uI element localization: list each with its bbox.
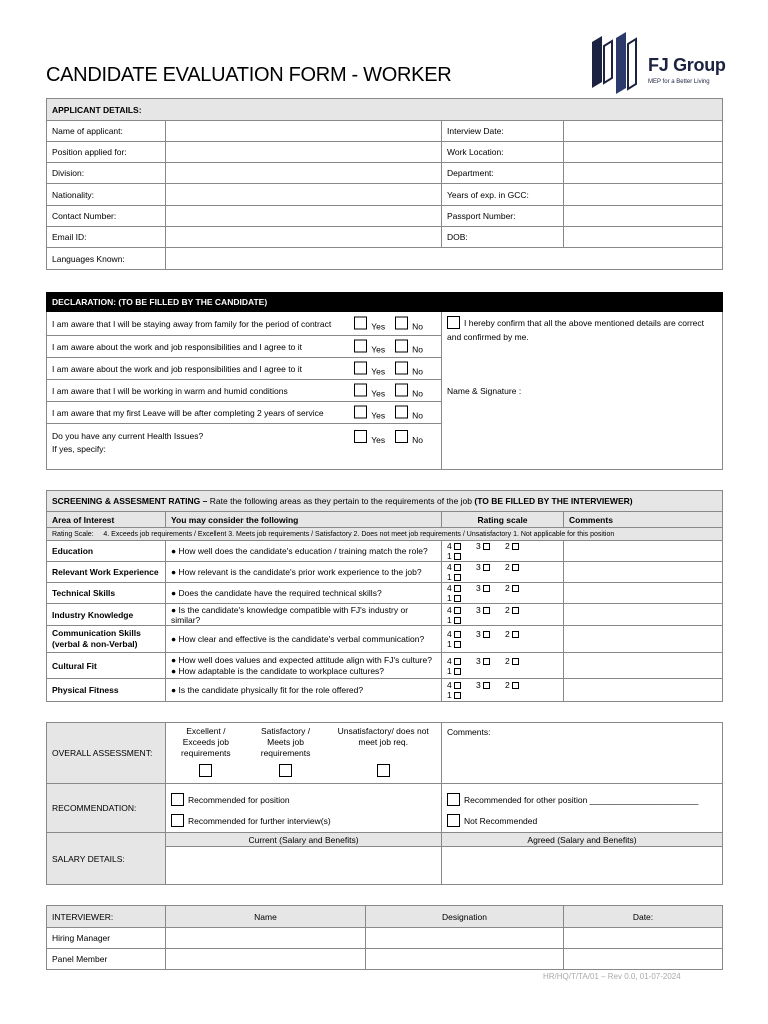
no-checkbox[interactable]: [395, 430, 408, 443]
name-field[interactable]: [166, 121, 442, 142]
no-label: No: [412, 321, 423, 331]
area-label: Education: [47, 541, 166, 562]
fj-logo-mark-icon: [588, 32, 640, 98]
no-checkbox[interactable]: [395, 361, 408, 374]
department-field[interactable]: [564, 163, 723, 184]
applicant-row: [47, 206, 723, 227]
yes-label: Yes: [371, 410, 386, 420]
other-position-checkbox[interactable]: [447, 793, 460, 806]
position-field[interactable]: [166, 142, 442, 163]
declaration-text: I am aware about the work and job responsibilities and I agree to it: [52, 363, 302, 374]
fj-group-logo: [588, 32, 728, 98]
name-label: Name of applicant:: [47, 121, 166, 142]
rec2-label: Recommended for further interview(s): [188, 816, 331, 826]
no-label: No: [412, 435, 423, 445]
declaration-item: [47, 402, 442, 424]
yes-checkbox[interactable]: [354, 361, 367, 374]
passport-label: Passport Number:: [442, 206, 564, 227]
rating-cell: 4 3 21: [442, 583, 564, 604]
consider-text: ● Is the candidate's knowledge compatible with FJ's industry or similar?: [166, 604, 442, 626]
rating-checkbox[interactable]: [512, 585, 519, 592]
no-label: No: [412, 344, 423, 354]
hiring-manager-date-field[interactable]: [564, 928, 723, 949]
interviewer-row: [47, 928, 723, 949]
rating-checkbox[interactable]: [454, 682, 461, 689]
contact-field[interactable]: [166, 206, 442, 227]
declaration-text: I am aware that I will be working in warm and humid conditions: [52, 385, 288, 396]
rating-checkbox[interactable]: [512, 543, 519, 550]
salary-agreed-header: Agreed (Salary and Benefits): [442, 833, 723, 847]
no-label: No: [412, 388, 423, 398]
contact-label: Contact Number:: [47, 206, 166, 227]
declaration-header: DECLARATION: (TO BE FILLED BY THE CANDIDATE): [47, 293, 723, 312]
division-field[interactable]: [166, 163, 442, 184]
declaration-item: [47, 424, 442, 470]
rating-checkbox[interactable]: [512, 607, 519, 614]
rating-checkbox[interactable]: [483, 543, 490, 550]
rating-checkbox[interactable]: [483, 564, 490, 571]
declaration-text: Do you have any current Health Issues?: [52, 431, 204, 441]
consider-text: ● How clear and effective is the candidate's verbal communication?: [166, 626, 442, 653]
hiring-manager-label: Hiring Manager: [47, 928, 166, 949]
position-label: Position applied for:: [47, 142, 166, 163]
yes-checkbox[interactable]: [354, 405, 367, 418]
logo-brand: FJ Group: [648, 55, 726, 75]
interviewer-table: [46, 905, 723, 970]
confirmation-cell: [442, 312, 723, 470]
no-checkbox[interactable]: [395, 405, 408, 418]
area-label: Relevant Work Experience: [47, 562, 166, 583]
declaration-text: I am aware about the work and job responsibilities and I agree to it: [52, 341, 302, 352]
form-title: CANDIDATE EVALUATION FORM - WORKER: [46, 64, 452, 86]
comments-cell[interactable]: [442, 723, 723, 784]
rating-checkbox[interactable]: [454, 564, 461, 571]
consider-text: ● How well does the candidate's education / training match the role?: [166, 541, 442, 562]
comments-field[interactable]: [564, 626, 723, 653]
applicant-row: [47, 121, 723, 142]
col-scale: Rating scale: [442, 512, 564, 528]
rec4-label: Not Recommended: [464, 816, 538, 826]
rating-checkbox[interactable]: [483, 682, 490, 689]
comments-field[interactable]: [564, 583, 723, 604]
signature-label: Name & Signature :: [447, 386, 522, 396]
screening-row: [47, 653, 723, 679]
declaration-text: I am aware that my first Leave will be after completing 2 years of service: [52, 407, 324, 418]
rating-checkbox[interactable]: [483, 585, 490, 592]
rating-cell: 4 3 21: [442, 562, 564, 583]
languages-field[interactable]: [166, 248, 723, 270]
area-label: Cultural Fit: [47, 653, 166, 679]
department-label: Department:: [442, 163, 564, 184]
further-interview-checkbox[interactable]: [171, 814, 184, 827]
recommended-checkbox[interactable]: [171, 793, 184, 806]
rec1-label: Recommended for position: [188, 795, 290, 805]
rating-checkbox[interactable]: [454, 668, 461, 675]
health-specify-label: If yes, specify:: [52, 444, 106, 454]
scale-label: Rating Scale:: [52, 530, 94, 538]
no-label: No: [412, 410, 423, 420]
screening-header-bold2: (TO BE FILLED BY THE INTERVIEWER): [474, 496, 633, 506]
consider-text: ● How relevant is the candidate's prior work experience to the job?: [166, 562, 442, 583]
rating-checkbox[interactable]: [454, 658, 461, 665]
rating-checkbox[interactable]: [483, 658, 490, 665]
salary-label: SALARY DETAILS:: [47, 833, 166, 885]
rating-checkbox[interactable]: [483, 631, 490, 638]
screening-row: [47, 679, 723, 702]
rating-checkbox[interactable]: [454, 631, 461, 638]
rating-checkbox[interactable]: [483, 607, 490, 614]
satisfactory-checkbox[interactable]: [279, 764, 292, 777]
col-area: Area of Interest: [47, 512, 166, 528]
area-label: Industry Knowledge: [47, 604, 166, 626]
applicant-row: [47, 227, 723, 248]
consider-text: ● How well does values and expected attitude align with FJ's culture? ● How adaptable is the candidate to workplace cultures?: [166, 653, 442, 679]
area-label: Communication Skills (verbal & non-Verbal): [47, 626, 166, 653]
rating-cell: 4 3 21: [442, 679, 564, 702]
salary-current-field[interactable]: [166, 847, 442, 885]
screening-table: [46, 490, 723, 702]
rating-checkbox[interactable]: [512, 631, 519, 638]
rating-checkbox[interactable]: [454, 641, 461, 648]
declaration-item: [47, 358, 442, 380]
panel-member-label: Panel Member: [47, 949, 166, 970]
rating-checkbox[interactable]: [454, 607, 461, 614]
no-checkbox[interactable]: [395, 339, 408, 352]
salary-agreed-field[interactable]: [442, 847, 723, 885]
declaration-text: I am aware that I will be staying away from family for the period of contract: [52, 318, 332, 329]
panel-member-name-field[interactable]: [166, 949, 366, 970]
yes-checkbox[interactable]: [354, 383, 367, 396]
screening-row: [47, 562, 723, 583]
rating-checkbox[interactable]: [454, 595, 461, 602]
comments-field[interactable]: [564, 653, 723, 679]
email-field[interactable]: [166, 227, 442, 248]
overall-option-excellent: Excellent / Exceeds job requirements: [166, 726, 246, 780]
comments-field[interactable]: [564, 541, 723, 562]
applicant-row: [47, 163, 723, 184]
nationality-label: Nationality:: [47, 184, 166, 206]
comments-label: Comments:: [447, 727, 491, 737]
col-name: Name: [166, 906, 366, 928]
col-consider: You may consider the following: [166, 512, 442, 528]
confirm-text: I hereby confirm that all the above mentioned details are correct and confirmed by me.: [447, 318, 705, 342]
work-location-label: Work Location:: [442, 142, 564, 163]
rating-cell: 4 3 21: [442, 604, 564, 626]
interview-date-label: Interview Date:: [442, 121, 564, 142]
division-label: Division:: [47, 163, 166, 184]
declaration-table: [46, 292, 723, 470]
screening-header-bold: SCREENING & ASSESMENT RATING –: [52, 496, 208, 506]
declaration-item: [47, 312, 442, 336]
yes-checkbox[interactable]: [354, 430, 367, 443]
rating-checkbox[interactable]: [512, 682, 519, 689]
recommendation-label: RECOMMENDATION:: [47, 784, 166, 833]
screening-row: [47, 583, 723, 604]
recommendation-right: [442, 784, 723, 833]
overall-option-unsatisfactory: Unsatisfactory/ does not meet job req.: [325, 726, 441, 780]
languages-label: Languages Known:: [47, 248, 166, 270]
area-label: Technical Skills: [47, 583, 166, 604]
gcc-exp-label: Years of exp. in GCC:: [442, 184, 564, 206]
applicant-header: APPLICANT DETAILS:: [47, 99, 723, 121]
hiring-manager-designation-field[interactable]: [366, 928, 564, 949]
area-label: Physical Fitness: [47, 679, 166, 702]
no-label: No: [412, 366, 423, 376]
col-designation: Designation: [366, 906, 564, 928]
rating-checkbox[interactable]: [454, 553, 461, 560]
applicant-row: [47, 142, 723, 163]
dob-field[interactable]: [564, 227, 723, 248]
overall-assessment-table: [46, 722, 723, 885]
confirm-checkbox[interactable]: [447, 316, 460, 329]
email-label: Email ID:: [47, 227, 166, 248]
unsatisfactory-checkbox[interactable]: [377, 764, 390, 777]
rating-checkbox[interactable]: [512, 564, 519, 571]
panel-member-designation-field[interactable]: [366, 949, 564, 970]
yes-checkbox[interactable]: [354, 316, 367, 329]
no-checkbox[interactable]: [395, 383, 408, 396]
not-recommended-checkbox[interactable]: [447, 814, 460, 827]
applicant-details-table: [46, 98, 723, 270]
interview-date-field[interactable]: [564, 121, 723, 142]
document-reference: HR/HQ/T/TA/01 – Rev 0.0, 01-07-2024: [543, 972, 681, 981]
scale-text: 4. Exceeds job requirements / Excellent 3. Meets job requirements / Satisfactory 2. Does not meet job requirements / Unsatisfactory 1. Not applicable for this position: [103, 530, 615, 538]
rating-cell: 4 3 21: [442, 653, 564, 679]
rec3-label: Recommended for other position _______________________: [464, 795, 699, 805]
yes-checkbox[interactable]: [354, 339, 367, 352]
work-location-field[interactable]: [564, 142, 723, 163]
yes-label: Yes: [371, 321, 386, 331]
screening-row: [47, 626, 723, 653]
screening-header: [47, 491, 723, 512]
dob-label: DOB:: [442, 227, 564, 248]
rating-cell: 4 3 21: [442, 541, 564, 562]
comments-field[interactable]: [564, 604, 723, 626]
yes-label: Yes: [371, 388, 386, 398]
overall-option-satisfactory: Satisfactory / Meets job requirements: [246, 726, 326, 780]
nationality-field[interactable]: [166, 184, 442, 206]
consider-text: ● Is the candidate physically fit for the role offered?: [166, 679, 442, 702]
declaration-item: [47, 380, 442, 402]
rating-cell: 4 3 21: [442, 626, 564, 653]
consider-text: ● Does the candidate have the required technical skills?: [166, 583, 442, 604]
salary-current-header: Current (Salary and Benefits): [166, 833, 442, 847]
applicant-row: [47, 248, 723, 270]
rating-checkbox[interactable]: [454, 617, 461, 624]
applicant-row: [47, 184, 723, 206]
no-checkbox[interactable]: [395, 316, 408, 329]
screening-row: [47, 541, 723, 562]
declaration-item: [47, 336, 442, 358]
comments-field[interactable]: [564, 679, 723, 702]
interviewer-label: INTERVIEWER:: [47, 906, 166, 928]
rating-scale-legend: [47, 528, 723, 541]
col-date: Date:: [564, 906, 723, 928]
hiring-manager-name-field[interactable]: [166, 928, 366, 949]
recommendation-left: [166, 784, 442, 833]
rating-checkbox[interactable]: [454, 574, 461, 581]
comments-field[interactable]: [564, 562, 723, 583]
screening-header-text: Rate the following areas as they pertain to the requirements of the job: [209, 496, 473, 506]
screening-row: [47, 604, 723, 626]
overall-options: [166, 723, 442, 784]
panel-member-date-field[interactable]: [564, 949, 723, 970]
passport-field[interactable]: [564, 206, 723, 227]
rating-checkbox[interactable]: [454, 692, 461, 699]
yes-label: Yes: [371, 344, 386, 354]
gcc-exp-field[interactable]: [564, 184, 723, 206]
rating-checkbox[interactable]: [512, 658, 519, 665]
yes-label: Yes: [371, 435, 386, 445]
logo-tagline: MEP for a Better Living: [648, 79, 710, 85]
overall-label: OVERALL ASSESSMENT:: [47, 723, 166, 784]
yes-label: Yes: [371, 366, 386, 376]
excellent-checkbox[interactable]: [199, 764, 212, 777]
rating-checkbox[interactable]: [454, 543, 461, 550]
col-comments: Comments: [564, 512, 723, 528]
rating-checkbox[interactable]: [454, 585, 461, 592]
interviewer-row: [47, 949, 723, 970]
